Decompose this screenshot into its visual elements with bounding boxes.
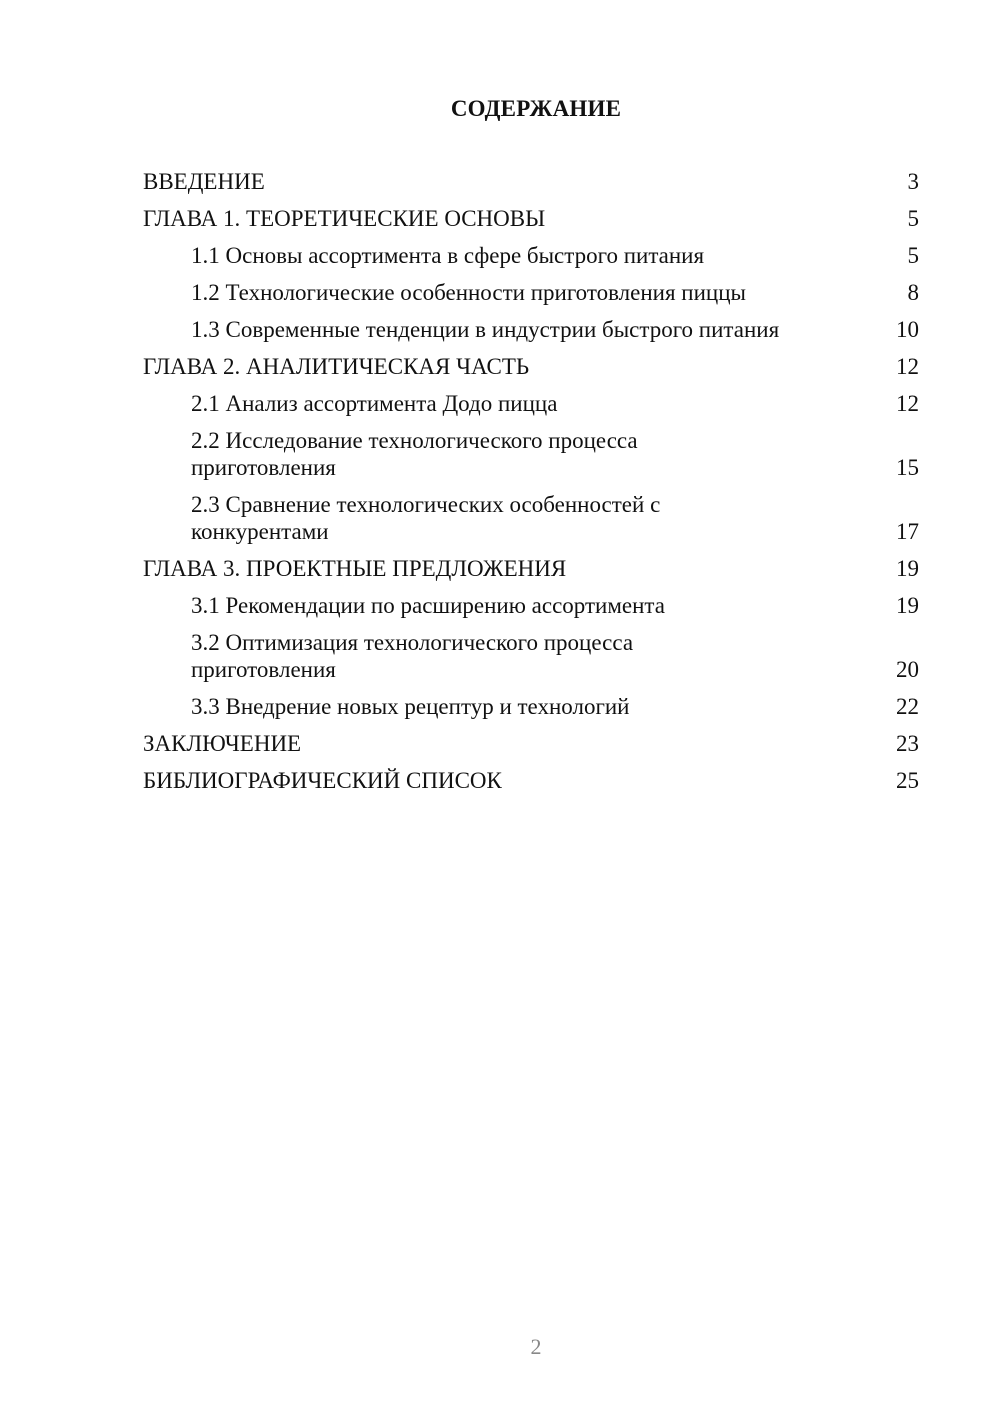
toc-entry-text: ГЛАВА 2. АНАЛИТИЧЕСКАЯ ЧАСТЬ [143, 354, 530, 379]
toc-entry-page: 17 [896, 519, 919, 544]
toc-entry-text: ЗАКЛЮЧЕНИЕ [143, 731, 302, 756]
toc-entry-page: 15 [896, 455, 919, 480]
toc-entry-page: 8 [907, 280, 919, 305]
toc-entry-page: 23 [896, 731, 919, 756]
toc-entry-text: 3.1 Рекомендации по расширению ассортимента [191, 593, 665, 618]
toc-entry-section-3-2[interactable] [143, 629, 919, 683]
toc-entry-bibliography[interactable] [143, 767, 919, 794]
toc-entry-section-1-2[interactable] [143, 279, 919, 306]
toc-entry-text: 2.3 Сравнение технологических особенностей с конкурентами [191, 492, 661, 544]
toc-entry-page: 20 [896, 657, 919, 682]
toc-entry-page: 19 [896, 593, 919, 618]
toc-entry-section-3-1[interactable] [143, 592, 919, 619]
toc-entry-text: 2.1 Анализ ассортимента Додо пицца [191, 391, 558, 416]
toc-entry-text: 1.3 Современные тенденции в индустрии быстрого питания [191, 317, 780, 342]
toc-entry-text: 1.2 Технологические особенности приготовления пиццы [191, 280, 746, 305]
toc-entry-section-2-2[interactable] [143, 427, 919, 481]
toc-entry-text: ГЛАВА 3. ПРОЕКТНЫЕ ПРЕДЛОЖЕНИЯ [143, 556, 567, 581]
toc-entry-conclusion[interactable] [143, 730, 919, 757]
toc-entry-page: 25 [896, 768, 919, 793]
toc-entry-text: БИБЛИОГРАФИЧЕСКИЙ СПИСОК [143, 768, 502, 793]
toc-entry-chapter-2[interactable] [143, 353, 919, 380]
toc-entry-page: 12 [896, 354, 919, 379]
toc-entry-page: 5 [907, 206, 919, 231]
toc-entry-text: 1.1 Основы ассортимента в сфере быстрого питания [191, 243, 705, 268]
toc-entry-section-1-3[interactable] [143, 316, 919, 343]
toc-entry-page: 22 [896, 694, 919, 719]
page-title: СОДЕРЖАНИЕ [450, 96, 622, 121]
page-number: 2 [530, 1334, 542, 1359]
toc-entry-section-2-3[interactable] [143, 491, 919, 545]
toc-entry-section-1-1[interactable] [143, 242, 919, 269]
toc-entry-page: 12 [896, 391, 919, 416]
toc-entry-text: 3.3 Внедрение новых рецептур и технологий [191, 694, 630, 719]
toc-entry-page: 5 [907, 243, 919, 268]
toc-entry-page: 3 [907, 169, 919, 194]
toc-entry-introduction[interactable] [143, 168, 919, 195]
table-of-contents [143, 168, 919, 804]
toc-entry-page: 19 [896, 556, 919, 581]
toc-entry-text: 2.2 Исследование технологического процесса приготовления [191, 428, 638, 480]
toc-entry-chapter-1[interactable] [143, 205, 919, 232]
toc-entry-section-3-3[interactable] [143, 693, 919, 720]
toc-entry-chapter-3[interactable] [143, 555, 919, 582]
toc-entry-section-2-1[interactable] [143, 390, 919, 417]
toc-entry-page: 10 [896, 317, 919, 342]
toc-entry-text: ВВЕДЕНИЕ [143, 169, 265, 194]
toc-entry-text: 3.2 Оптимизация технологического процесса приготовления [191, 630, 634, 682]
toc-entry-text: ГЛАВА 1. ТЕОРЕТИЧЕСКИЕ ОСНОВЫ [143, 206, 546, 231]
